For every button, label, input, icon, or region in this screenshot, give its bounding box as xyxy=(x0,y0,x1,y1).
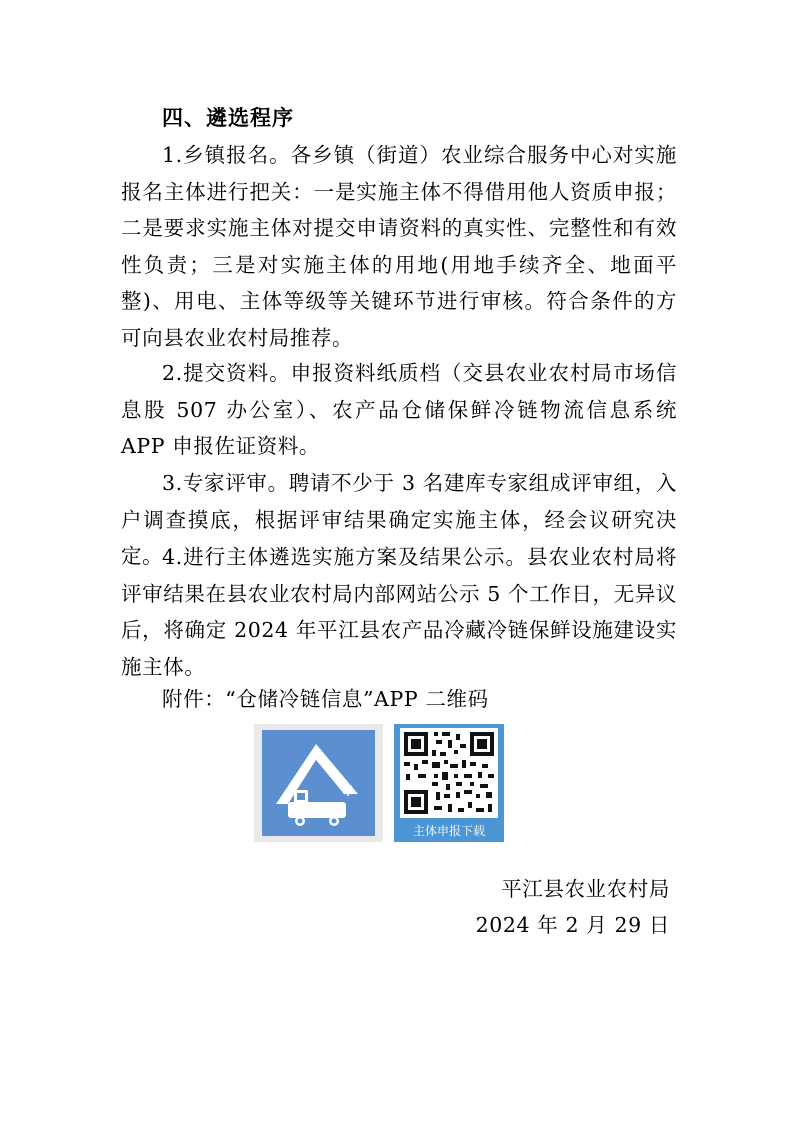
qr-caption: 主体申报下载 xyxy=(412,824,485,838)
attachment-images xyxy=(254,724,514,844)
signature-block xyxy=(476,871,670,943)
app-logo-icon xyxy=(254,724,383,842)
issuing-organization: 平江县农业农村局 xyxy=(501,877,670,901)
attachment-line: 附件：“仓储冷链信息”APP 二维码 xyxy=(162,687,489,711)
qr-code-icon xyxy=(400,728,498,818)
paragraph-submit-materials: 2.提交资料。申报资料纸质档（交县农业农村局市场信息股 507 办公室）、农产品仓储保鲜冷链物流信息系统 APP 申报佐证资料。 xyxy=(121,361,677,458)
qr-code-card xyxy=(394,724,504,842)
paragraph-selection-publicity: 4.进行主体遴选实施方案及结果公示。县农业农村局将评审结果在县农业农村局内部网站公示 5 个工作日，无异议后，将确定 2024 年平江县农产品冷藏冷链保鲜设施建设实施主体。 xyxy=(121,545,677,679)
paragraph-expert-review: 3.专家评审。聘请不少于 3 名建库专家组成评审组，入户调查摸底，根据评审结果确定实施主体，经会议研究决定。 xyxy=(121,471,677,568)
section-title: 四、遴选程序 xyxy=(162,106,294,130)
issue-date: 2024 年 2 月 29 日 xyxy=(475,913,670,937)
paragraph-township-registration: 1.乡镇报名。各乡镇（街道）农业综合服务中心对实施报名主体进行把关：一是实施主体不得借用他人资质申报；二是要求实施主体对提交申请资料的真实性、完整性和有效性负责；三是对实施主体的用地(用地手续齐全、地面平整)、用电、主体等级等关键环节进行审核。符合条件的方可向县农业农村局推荐。 xyxy=(121,143,677,350)
